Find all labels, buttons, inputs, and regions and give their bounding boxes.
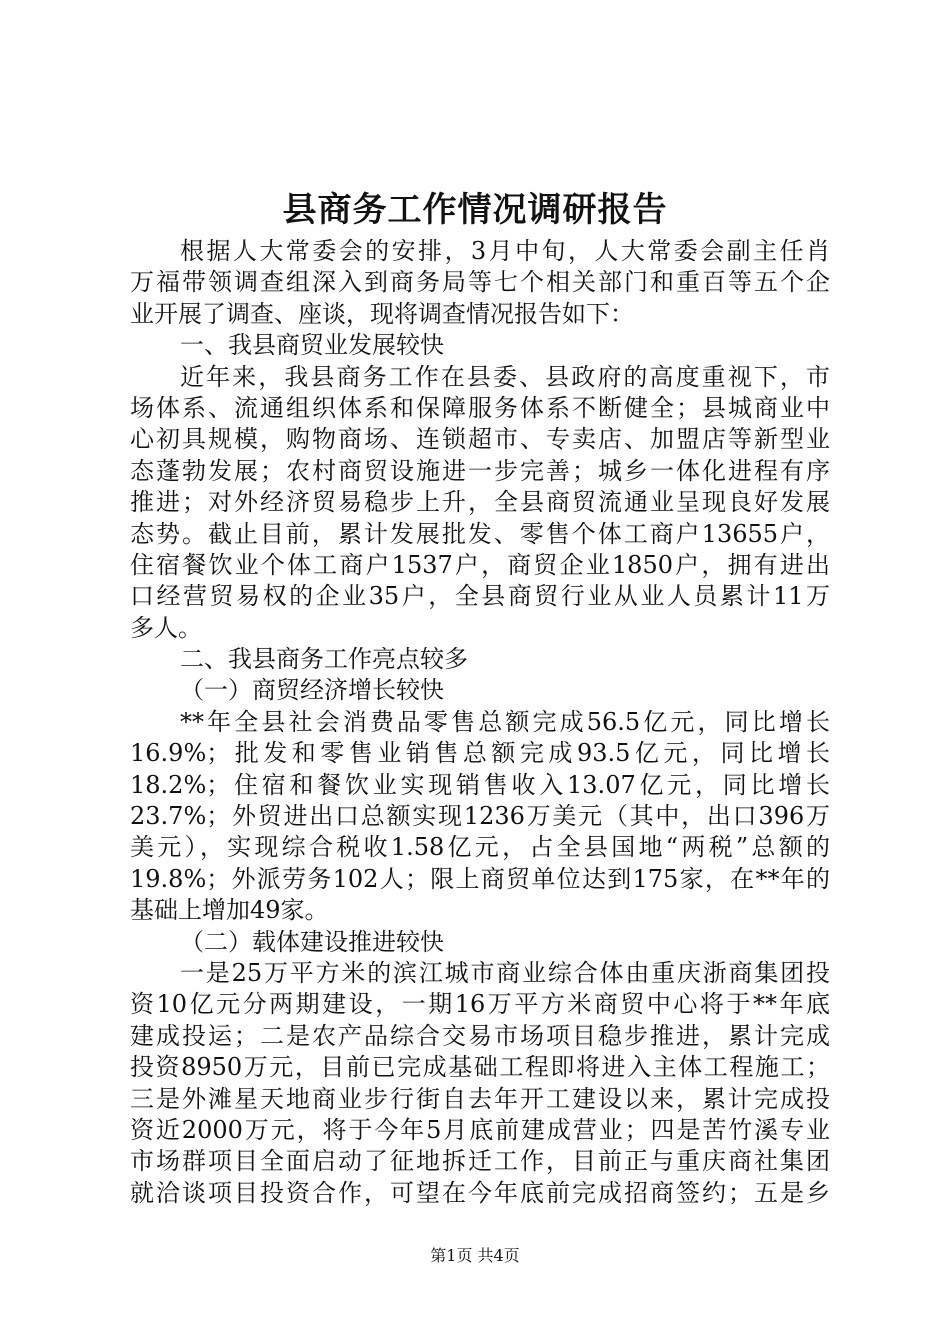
paragraph-line: 住宿餐饮业个体工商户1537户，商贸企业1850户，拥有进出 (130, 550, 830, 579)
paragraph-line: 市场群项目全面启动了征地拆迁工作，目前正与重庆商社集团 (130, 1147, 830, 1176)
document-title: 县商务工作情况调研报告 (282, 190, 668, 230)
page-number-footer: 第1页 共4页 (430, 1246, 520, 1265)
paragraph-line: 19.8%；外派劳务102人；限上商贸单位达到175家，在**年的 (130, 864, 830, 893)
paragraph-line: 一是25万平方米的滨江城市商业综合体由重庆浙商集团投 (180, 958, 830, 987)
paragraph-line: 态蓬勃发展；农村商贸设施进一步完善；城乡一体化进程有序 (130, 456, 830, 485)
paragraph-line: 基础上增加49家。 (130, 896, 329, 925)
paragraph-line: 口经营贸易权的企业35户，全县商贸行业从业人员累计11万 (130, 582, 830, 611)
paragraph-line: 资10亿元分两期建设，一期16万平方米商贸中心将于**年底 (130, 990, 830, 1019)
paragraph-line: 万福带领调查组深入到商务局等七个相关部门和重百等五个企 (130, 268, 830, 297)
subsection-heading: （二）载体建设推进较快 (180, 927, 444, 956)
paragraph-line: 16.9%；批发和零售业销售总额完成93.5亿元，同比增长 (130, 739, 830, 768)
paragraph-line: 态势。截止目前，累计发展批发、零售个体工商户13655户， (130, 519, 830, 548)
paragraph-line: 23.7%；外贸进出口总额实现1236万美元（其中，出口396万 (130, 802, 830, 831)
subsection-heading: （一）商贸经济增长较快 (180, 676, 444, 705)
paragraph-line: 推进；对外经济贸易稳步上升，全县商贸流通业呈现良好发展 (130, 488, 830, 517)
section-heading: 一、我县商贸业发展较快 (180, 331, 444, 360)
paragraph-line: 建成投运；二是农产品综合交易市场项目稳步推进，累计完成 (130, 1021, 830, 1050)
paragraph-line: 近年来，我县商务工作在县委、县政府的高度重视下，市 (180, 362, 830, 391)
document-body (130, 236, 830, 1209)
paragraph-line: 根据人大常委会的安排，3月中旬，人大常委会副主任肖 (180, 237, 830, 265)
paragraph-line: 场体系、流通组织体系和保障服务体系不断健全；县城商业中 (130, 393, 830, 422)
paragraph-line: 投资8950万元，目前已完成基础工程即将进入主体工程施工； (130, 1053, 830, 1082)
paragraph-line: 就洽谈项目投资合作，可望在今年底前完成招商签约；五是乡 (130, 1178, 830, 1207)
paragraph-line: 心初具规模，购物商场、连锁超市、专卖店、加盟店等新型业 (130, 425, 830, 454)
paragraph-line: 三是外滩星天地商业步行街自去年开工建设以来，累计完成投 (130, 1084, 830, 1113)
paragraph-line: 资近2000万元，将于今年5月底前建成营业；四是苦竹溪专业 (130, 1115, 830, 1144)
paragraph-line: 18.2%；住宿和餐饮业实现销售收入13.07亿元，同比增长 (130, 770, 830, 799)
section-heading: 二、我县商务工作亮点较多 (180, 645, 468, 674)
paragraph-line: 美元），实现综合税收1.58亿元，占全县国地“两税”总额的 (130, 833, 830, 862)
paragraph-line: **年全县社会消费品零售总额完成56.5亿元，同比增长 (180, 707, 830, 736)
paragraph-line: 多人。 (130, 613, 202, 642)
paragraph-line: 业开展了调查、座谈，现将调查情况报告如下： (130, 299, 634, 328)
